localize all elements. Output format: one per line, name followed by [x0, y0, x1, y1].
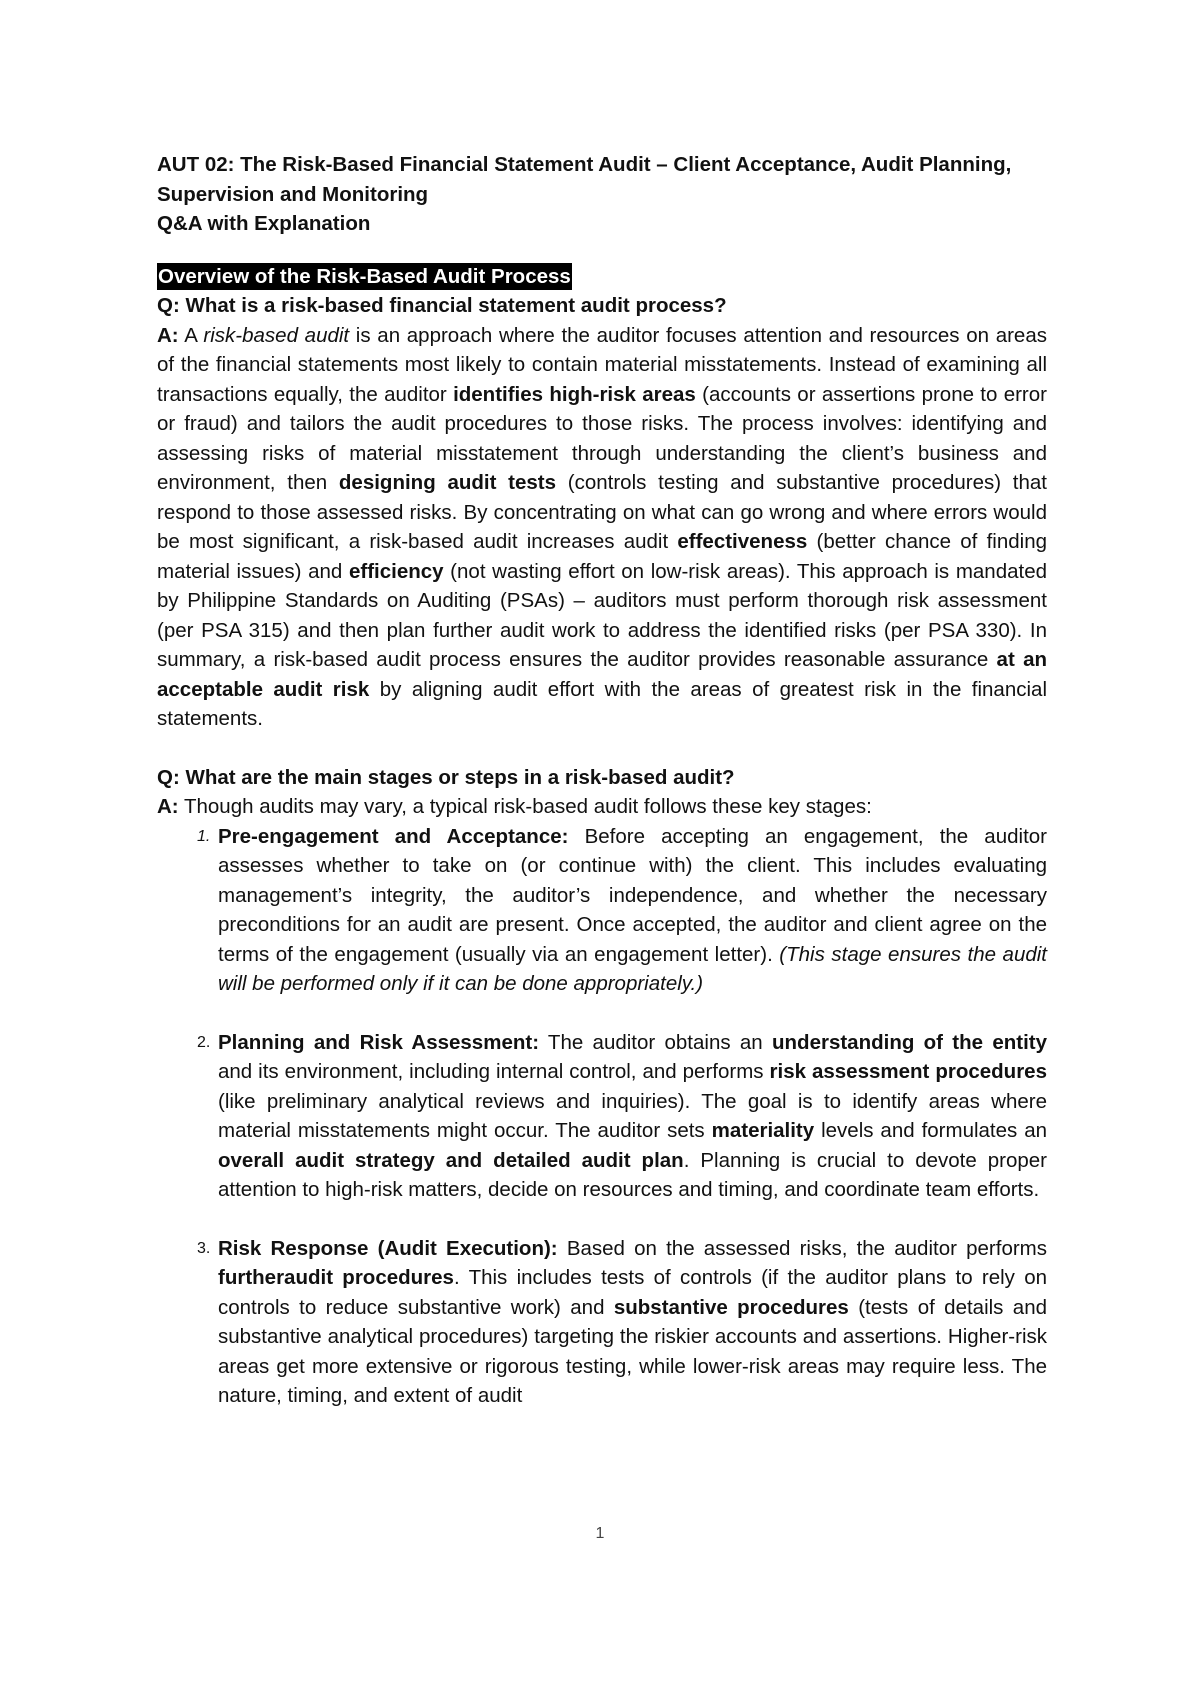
stage-title: Risk Response (Audit Execution): — [218, 1236, 558, 1260]
answer-italic-term: risk-based audit — [203, 323, 350, 347]
stage-text: . Planning is crucial to devote proper attention to high-risk matters, decide on resources and timing, and coordinate team efforts. — [218, 1148, 1047, 1201]
answer-1 — [157, 321, 1047, 734]
stage-bold-term: substantive procedures — [613, 1295, 849, 1319]
question-2: Q: What are the main stages or steps in a risk-based audit? — [157, 765, 735, 789]
stage-text: and its environment, including internal control, and performs — [218, 1060, 770, 1083]
stage-item — [157, 822, 1047, 999]
answer-bold-term: identifies high-risk areas — [453, 382, 696, 406]
stage-text: (tests of details and substantive analytical procedures) targeting the riskier accounts and assertions. Higher-risk areas get more extensive or rigorous testing, while lower-risk areas may require less. The nature, timing, and extent of audit — [218, 1295, 1048, 1407]
stage-number: 3. — [197, 1239, 211, 1257]
stage-title: Pre-engagement and Acceptance: — [218, 824, 569, 848]
stage-text: The auditor obtains an — [539, 1030, 772, 1054]
stage-item — [157, 1028, 1047, 1205]
stage-text: Based on the assessed risks, the auditor performs — [557, 1236, 1047, 1260]
document-title-line-1: AUT 02: The Risk-Based Financial Statement Audit – Client Acceptance, Audit Planning, — [157, 153, 1012, 176]
stage-italic-note: (This stage ensures the audit will be performed only if it can be done appropriately.) — [218, 942, 1047, 995]
stage-title: Planning and Risk Assessment: — [218, 1030, 540, 1054]
stage-bold-term: overall audit strategy and detailed audit plan — [218, 1148, 684, 1172]
page-number: 1 — [595, 1525, 605, 1542]
answer-bold-term: effectiveness — [677, 530, 808, 553]
answer-label: A: — [157, 323, 179, 347]
answer-text: (not wasting effort on low-risk areas). This approach is mandated by Philippine Standards on Auditing (PSAs) – auditors must perform thorough risk assessment (per PSA 315) and then plan further audit work to address the identified risks (per PSA 330). In summary, a risk-based audit process ensures the auditor provides reasonable assurance — [157, 559, 1047, 671]
stage-bold-term: understanding of the entity — [772, 1030, 1047, 1054]
stage-text: (like preliminary analytical reviews and inquiries). The goal is to identify areas where material misstatements might occur. The auditor sets — [218, 1089, 1047, 1142]
answer-bold-term: at an acceptable audit risk — [157, 648, 1047, 701]
answer-text: is an approach where the auditor focuses attention and resources on areas of the financial statements most likely to contain material misstatements. Instead of examining all transactions equally, the auditor — [157, 323, 1047, 406]
section-heading: Overview of the Risk-Based Audit Process — [158, 264, 571, 288]
answer-text: A — [178, 323, 204, 347]
stage-bold-term: materiality — [711, 1119, 815, 1142]
section-heading-wrapper — [157, 262, 1047, 292]
stage-text: . This includes tests of controls (if the auditor plans to rely on controls to reduce substantive work) and — [218, 1266, 1047, 1319]
stage-text: Before accepting an engagement, the auditor assesses whether to take on (or continue with) the client. This includes evaluating management’s integrity, the auditor’s independence, and whether the necessary preconditions for an audit are present. Once accepted, the auditor and client agree on the terms of the engagement (usually via an engagement letter). — [218, 824, 1047, 966]
answer-text: Though audits may vary, a typical risk-based audit follows these key stages: — [178, 795, 872, 818]
stage-number: 1. — [197, 827, 211, 845]
answer-text: (accounts or assertions prone to error or fraud) and tailors the audit procedures to those risks. The process involves: identifying and assessing risks of material misstatement through understanding the client’s business and environment, then — [157, 382, 1047, 494]
answer-bold-term: efficiency — [348, 559, 444, 583]
stages-list — [157, 822, 1047, 1411]
answer-2-intro — [157, 792, 1047, 822]
stage-text: levels and formulates an — [814, 1119, 1048, 1142]
stage-number: 2. — [197, 1033, 211, 1051]
document-title-line-2: Supervision and Monitoring — [157, 182, 429, 206]
document-subtitle: Q&A with Explanation — [157, 212, 371, 235]
answer-text: (better chance of finding material issues) and — [157, 530, 1047, 583]
answer-label: A: — [157, 795, 179, 818]
stage-item — [157, 1234, 1047, 1411]
document-page — [157, 150, 1047, 1411]
answer-text: (controls testing and substantive procedures) that respond to those assessed risks. By concentrating on what can go wrong and where errors would be most significant, a risk-based audit increases audit — [157, 471, 1047, 553]
stage-bold-term: risk assessment procedures — [769, 1060, 1047, 1083]
answer-text: by aligning audit effort with the areas of greatest risk in the financial statements. — [157, 677, 1047, 730]
stage-bold-term: furtheraudit procedures — [218, 1266, 454, 1289]
question-1: Q: What is a risk-based financial statement audit process? — [157, 294, 727, 317]
answer-bold-term: designing audit tests — [338, 471, 557, 494]
